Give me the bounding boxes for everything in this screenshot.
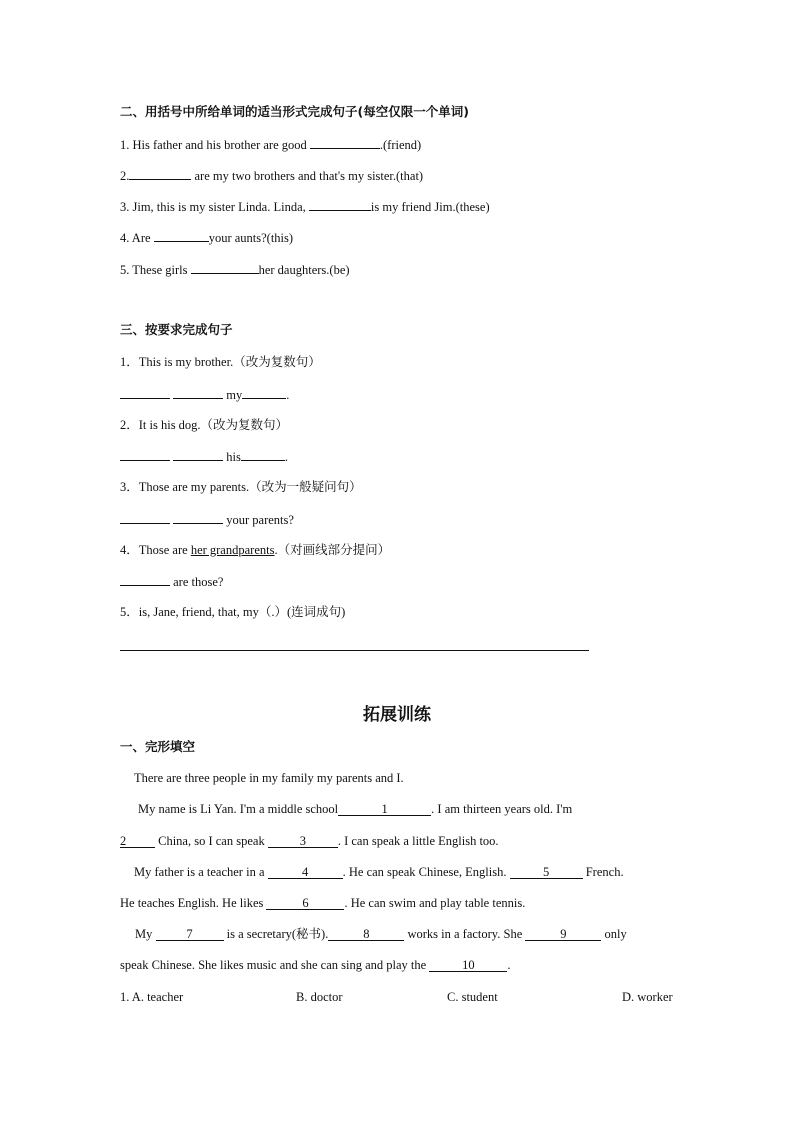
- cloze-text: . He can speak Chinese, English.: [342, 865, 510, 879]
- extension-title: 拓展训练: [363, 705, 431, 725]
- cloze-blank-6[interactable]: 6: [266, 897, 344, 910]
- s3-answer-3: [120, 511, 294, 528]
- s3-q4-underlined: her grandparents: [190, 543, 275, 557]
- cloze-text: works in a factory. She: [404, 927, 526, 941]
- s2-q3-text: 3. Jim, this is my sister Linda. Linda,: [120, 200, 309, 214]
- cloze-text: He teaches English. He likes: [120, 896, 267, 910]
- s2-q5-hint: her daughters.(be): [258, 263, 350, 277]
- cloze-text: only: [601, 927, 627, 941]
- s3-question-2: 2．It is his dog.（改为复数句）: [120, 418, 289, 432]
- option-a[interactable]: 1. A. teacher: [120, 990, 184, 1004]
- s2-q2-text: are my two brothers and that's my sister.(that): [191, 169, 424, 183]
- cloze-blank-8[interactable]: 8: [328, 928, 404, 941]
- s3-a2-blank-3[interactable]: [241, 448, 285, 461]
- s2-question-2: [120, 167, 423, 184]
- option-d[interactable]: D. worker: [622, 990, 673, 1004]
- cloze-text: My name is Li Yan. I'm a middle school: [138, 802, 339, 816]
- section-3-heading: 三、按要求完成句子: [120, 322, 233, 337]
- s3-a1-end: .: [286, 388, 290, 402]
- cloze-line-3: [120, 833, 499, 849]
- s3-a4-blank[interactable]: [120, 573, 170, 586]
- s2-q2-blank[interactable]: [129, 167, 191, 180]
- s3-question-3: 3．Those are my parents.（改为一般疑问句）: [120, 480, 362, 494]
- cloze-line-6: [135, 926, 627, 942]
- s2-q4-text: 4. Are: [120, 231, 154, 245]
- s2-q5-blank[interactable]: [191, 261, 259, 274]
- s2-question-4: [120, 229, 293, 246]
- cloze-text: . He can swim and play table tennis.: [344, 896, 526, 910]
- s2-q3-hint: is my friend Jim.(these): [370, 200, 490, 214]
- s3-a1-blank-3[interactable]: [242, 386, 286, 399]
- s3-answer-2: [120, 448, 288, 465]
- cloze-text: .: [507, 958, 511, 972]
- s2-question-5: [120, 261, 350, 278]
- cloze-line-5: [120, 895, 525, 911]
- s2-q1-blank[interactable]: [310, 136, 380, 149]
- s3-a2-blank-1[interactable]: [120, 448, 170, 461]
- s2-q4-hint: your aunts?(this): [208, 231, 294, 245]
- option-b[interactable]: B. doctor: [296, 990, 343, 1004]
- cloze-blank-9[interactable]: 9: [525, 928, 601, 941]
- s2-q1-hint: .(friend): [379, 138, 422, 152]
- cloze-text: China, so I can speak: [155, 834, 268, 848]
- s3-q4-hint: .（对画线部分提问）: [274, 543, 391, 557]
- cloze-line-2: [138, 801, 572, 817]
- s3-answer-1: [120, 386, 289, 403]
- s3-a1-blank-1[interactable]: [120, 386, 170, 399]
- cloze-line-4: [134, 864, 624, 880]
- cloze-text: . I can speak a little English too.: [337, 834, 499, 848]
- s3-a2-text: his: [223, 450, 241, 464]
- cloze-line-7: [120, 957, 510, 973]
- cloze-text: French.: [582, 865, 624, 879]
- cloze-paragraph-1: There are three people in my family my parents and I.: [134, 771, 404, 785]
- s3-question-4: [120, 542, 390, 558]
- s2-q1-text: 1. His father and his brother are good: [120, 138, 310, 152]
- s3-a2-blank-2[interactable]: [173, 448, 223, 461]
- s2-question-1: [120, 136, 421, 153]
- option-c[interactable]: C. student: [447, 990, 498, 1004]
- s3-a4-text: are those?: [170, 575, 224, 589]
- cloze-heading: 一、完形填空: [120, 739, 196, 754]
- s2-q3-blank[interactable]: [309, 198, 371, 211]
- s2-q4-blank[interactable]: [154, 229, 209, 242]
- s3-answer-5-line[interactable]: [120, 650, 589, 651]
- s2-q2-number: 2.: [120, 169, 130, 183]
- cloze-text: My: [135, 927, 156, 941]
- s3-a1-text: my: [223, 388, 243, 402]
- s3-answer-4: [120, 573, 223, 590]
- cloze-blank-7[interactable]: 7: [156, 928, 224, 941]
- cloze-text: . I am thirteen years old. I'm: [431, 802, 573, 816]
- s3-a3-text: your parents?: [223, 513, 294, 527]
- cloze-text: speak Chinese. She likes music and she can sing and play the: [120, 958, 430, 972]
- cloze-blank-4[interactable]: 4: [268, 866, 343, 879]
- cloze-text: My father is a teacher in a: [134, 865, 268, 879]
- s3-a3-blank-2[interactable]: [173, 511, 223, 524]
- s3-a1-blank-2[interactable]: [173, 386, 223, 399]
- s3-question-1: 1．This is my brother.（改为复数句）: [120, 355, 321, 369]
- cloze-blank-10[interactable]: 10: [429, 959, 507, 972]
- s2-q5-text: 5. These girls: [120, 263, 191, 277]
- s3-a2-end: .: [284, 450, 288, 464]
- cloze-text: is a secretary(秘书).: [223, 927, 329, 941]
- s3-question-5: 5．is, Jane, friend, that, my（.）(连词成句): [120, 605, 346, 619]
- s3-a3-blank-1[interactable]: [120, 511, 170, 524]
- cloze-blank-3[interactable]: 3: [268, 835, 338, 848]
- cloze-blank-1[interactable]: 1: [338, 803, 431, 816]
- cloze-blank-2[interactable]: 2: [120, 835, 155, 848]
- cloze-blank-5[interactable]: 5: [510, 866, 583, 879]
- section-2-heading: 二、用括号中所给单词的适当形式完成句子(每空仅限一个单词): [120, 104, 469, 119]
- s3-q4-text: 4．Those are: [120, 543, 191, 557]
- s2-question-3: [120, 198, 490, 215]
